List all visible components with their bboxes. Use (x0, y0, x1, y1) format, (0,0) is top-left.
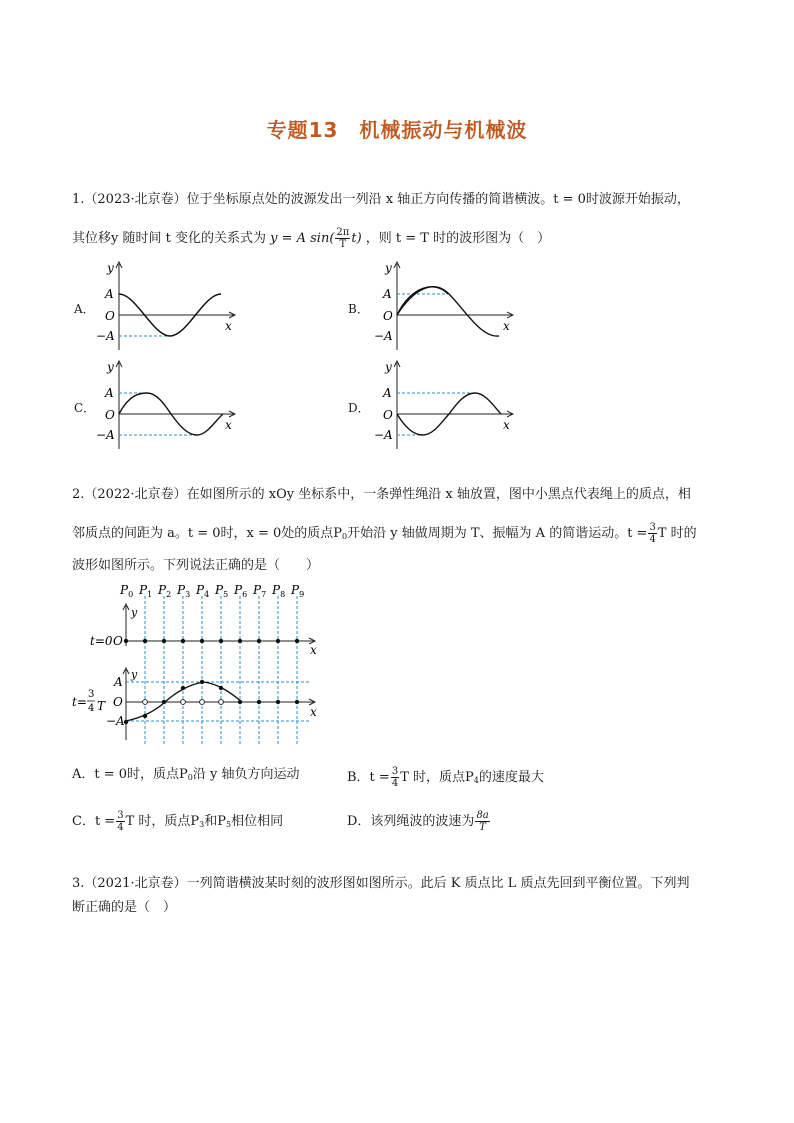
q2-option-a[interactable] (72, 766, 300, 787)
q2-point-label: $P_4$ (196, 583, 210, 599)
q2-particle-t34 (143, 714, 147, 718)
graph-d-x-label: x (503, 418, 510, 432)
q2-option-b[interactable] (347, 766, 544, 790)
q2-point-label: $P_2$ (158, 583, 172, 599)
q1-line2-suffix: ，则 t = T 时的波形图为（ ） (365, 231, 551, 246)
q2-option-d-den: T (479, 822, 486, 833)
q2-option-c-text3: 和P (204, 814, 226, 829)
q2-particle-t34 (238, 700, 242, 704)
q2-particle-t34 (181, 686, 185, 690)
graph-b-O-label: O (383, 309, 393, 323)
q2-option-b-sub: 4 (473, 776, 479, 785)
q2-option-c-text4: 相位相同 (231, 814, 284, 829)
q2-option-a-text: A．t = 0时，质点P (72, 767, 188, 782)
q2-t0-label: t=0 (90, 634, 113, 648)
q2-option-c[interactable] (72, 810, 283, 834)
q2-point-labels (119, 583, 304, 599)
q2-option-a-sub: 0 (187, 773, 193, 782)
graph-c-y-label: y (107, 360, 114, 374)
q2-t34-T: T (97, 699, 106, 713)
graph-b-y-label: y (385, 261, 392, 275)
q2-bottom-y-label: y (131, 668, 138, 681)
q2-option-d[interactable] (347, 810, 491, 833)
q1-equation-left: y = A sin( (270, 231, 335, 246)
graph-a-x-label: x (225, 319, 232, 333)
q2-particle-t0 (124, 639, 128, 643)
graph-d-A-label: A (383, 386, 392, 400)
q2-equilibrium-marker (143, 700, 148, 705)
q2-line2 (72, 522, 697, 546)
q3-line2: 断正确的是（ ） (72, 900, 177, 915)
q2-line2-c: T 时的 (657, 526, 697, 541)
q2-option-c-text2: T 时，质点P (125, 814, 200, 829)
q2-top-O-label: O (113, 634, 123, 648)
q1-graph-a (95, 258, 245, 354)
graph-c-x-label: x (225, 418, 232, 432)
q2-point-label: $P_1$ (139, 583, 153, 599)
q3-line1: 3.（2021·北京卷）一列简谐横波某时刻的波形图如图所示。此后 K 质点比 L 质点先回到平衡位置。下列判 (72, 876, 690, 891)
q1-graph-d (373, 357, 523, 453)
q2-point-label: $P_8$ (272, 583, 286, 599)
q1-option-c-label[interactable]: C． (74, 401, 96, 415)
q2-t34-num: 3 (88, 689, 95, 700)
graph-a-O-label: O (105, 309, 115, 323)
q1-equation-right: t) (351, 231, 362, 246)
q2-top-y-label: y (131, 606, 138, 619)
q2-line2-b: 开始沿 y 轴做周期为 T、振幅为 A 的简谐运动。t = (347, 526, 648, 541)
q2-option-b-text3: 的速度最大 (478, 770, 544, 785)
q2-particle-t34 (276, 700, 280, 704)
q2-line2-sub: 0 (342, 532, 348, 541)
q2-point-label: $P_5$ (215, 583, 229, 599)
q2-bottom-O-label: O (113, 695, 123, 709)
q2-particle-t34 (257, 700, 261, 704)
q2-option-b-frac (391, 766, 399, 789)
q2-bottom-x-label: x (310, 705, 317, 719)
graph-a-A-label: A (105, 287, 114, 301)
graph-d-negA-label: −A (374, 428, 393, 442)
q2-particle-t0 (257, 639, 261, 643)
q1-line2 (72, 227, 550, 250)
q2-point-label: $P_0$ (120, 583, 134, 599)
q2-particle-t0 (143, 639, 147, 643)
q2-line2-frac-den: 4 (649, 534, 656, 545)
page-title: 专题13 机械振动与机械波 (266, 118, 528, 142)
q2-option-c-num: 3 (117, 810, 124, 821)
q2-line3: 波形如图所示。下列说法正确的是（ ） (72, 558, 320, 573)
q2-equilibrium-marker (181, 700, 186, 705)
q2-negA-label: −A (106, 714, 125, 728)
q2-point-label: $P_3$ (177, 583, 191, 599)
q2-line2-frac (648, 522, 656, 545)
q2-option-d-text: D．该列绳波的波速为 (347, 814, 475, 829)
q1-graph-c (95, 357, 245, 453)
q2-equilibrium-marker (219, 700, 224, 705)
q2-t34-den: 4 (88, 703, 95, 714)
q2-t34-label-a: t= (72, 695, 87, 709)
graph-a-negA-label: −A (96, 329, 115, 343)
q2-point-label: $P_6$ (234, 583, 248, 599)
graph-d-O-label: O (383, 408, 393, 422)
graph-b-x-label: x (503, 319, 510, 333)
q2-option-c-den: 4 (117, 822, 124, 833)
q2-point-label: $P_9$ (291, 583, 305, 599)
q2-option-b-den: 4 (391, 778, 399, 789)
q1-line2-prefix: 其位移y 随时间 t 变化的关系式为 (72, 231, 266, 246)
q2-particle-t34 (219, 686, 223, 690)
q2-option-d-num: 8a (476, 810, 489, 821)
q2-particle-t0 (162, 639, 166, 643)
q2-line2-a: 邻质点的间距为 a。t = 0时，x = 0处的质点P (72, 526, 343, 541)
q1-option-a-label[interactable]: A． (74, 302, 95, 316)
graph-c-A-label: A (105, 386, 114, 400)
q2-particle-t0 (219, 639, 223, 643)
q2-option-b-text: B．t = (347, 770, 390, 785)
q2-option-b-text2: T 时，质点P (400, 770, 474, 785)
q1-frac-num: 2π (336, 227, 350, 238)
q2-option-c-sub2: 5 (225, 820, 232, 829)
q2-point-label: $P_7$ (253, 583, 267, 599)
q2-option-a-text2: 沿 y 轴负方向运动 (192, 767, 300, 782)
q2-particle-t0 (238, 639, 242, 643)
q1-line1: 1.（2023·北京卷）位于坐标原点处的波源发出一列沿 x 轴正方向传播的简谐横波。t = 0时波源开始振动， (72, 192, 690, 207)
q2-particle-t0 (276, 639, 280, 643)
graph-c-O-label: O (105, 408, 115, 422)
q2-A-label: A (114, 675, 123, 689)
q1-option-b-label[interactable]: B． (348, 302, 369, 316)
q2-particle-t34 (295, 700, 299, 704)
q2-particle-t0 (200, 639, 204, 643)
q2-option-b-num: 3 (391, 766, 399, 777)
q2-option-c-text: C．t = (72, 814, 116, 829)
q2-particle-t0 (181, 639, 185, 643)
q2-vertical-dashed-lines (145, 596, 297, 746)
q2-option-c-sub1: 3 (199, 820, 205, 829)
q2-option-d-frac (475, 810, 489, 833)
q1-frac-den: T (339, 239, 347, 250)
q2-particle-t0 (295, 639, 299, 643)
graph-d-y-label: y (385, 360, 392, 374)
q2-particle-t34 (162, 700, 166, 704)
q2-top-x-label: x (310, 643, 317, 657)
q2-figure (70, 580, 330, 750)
q2-line2-frac-num: 3 (649, 522, 656, 533)
q1-fraction (335, 227, 350, 250)
graph-b-negA-label: −A (374, 329, 393, 343)
graph-b-A-label: A (383, 287, 392, 301)
graph-c-negA-label: −A (96, 428, 115, 442)
q2-equilibrium-marker (200, 700, 205, 705)
q2-line1: 2.（2022·北京卷）在如图所示的 xOy 坐标系中，一条弹性绳沿 x 轴放置，图中小黑点代表绳上的质点，相 (72, 487, 691, 502)
q1-graph-b (373, 258, 523, 354)
q2-option-c-frac (116, 810, 124, 833)
graph-a-y-label: y (107, 261, 114, 275)
q1-option-d-label[interactable]: D． (348, 401, 370, 415)
q2-particle-t34 (200, 680, 204, 684)
